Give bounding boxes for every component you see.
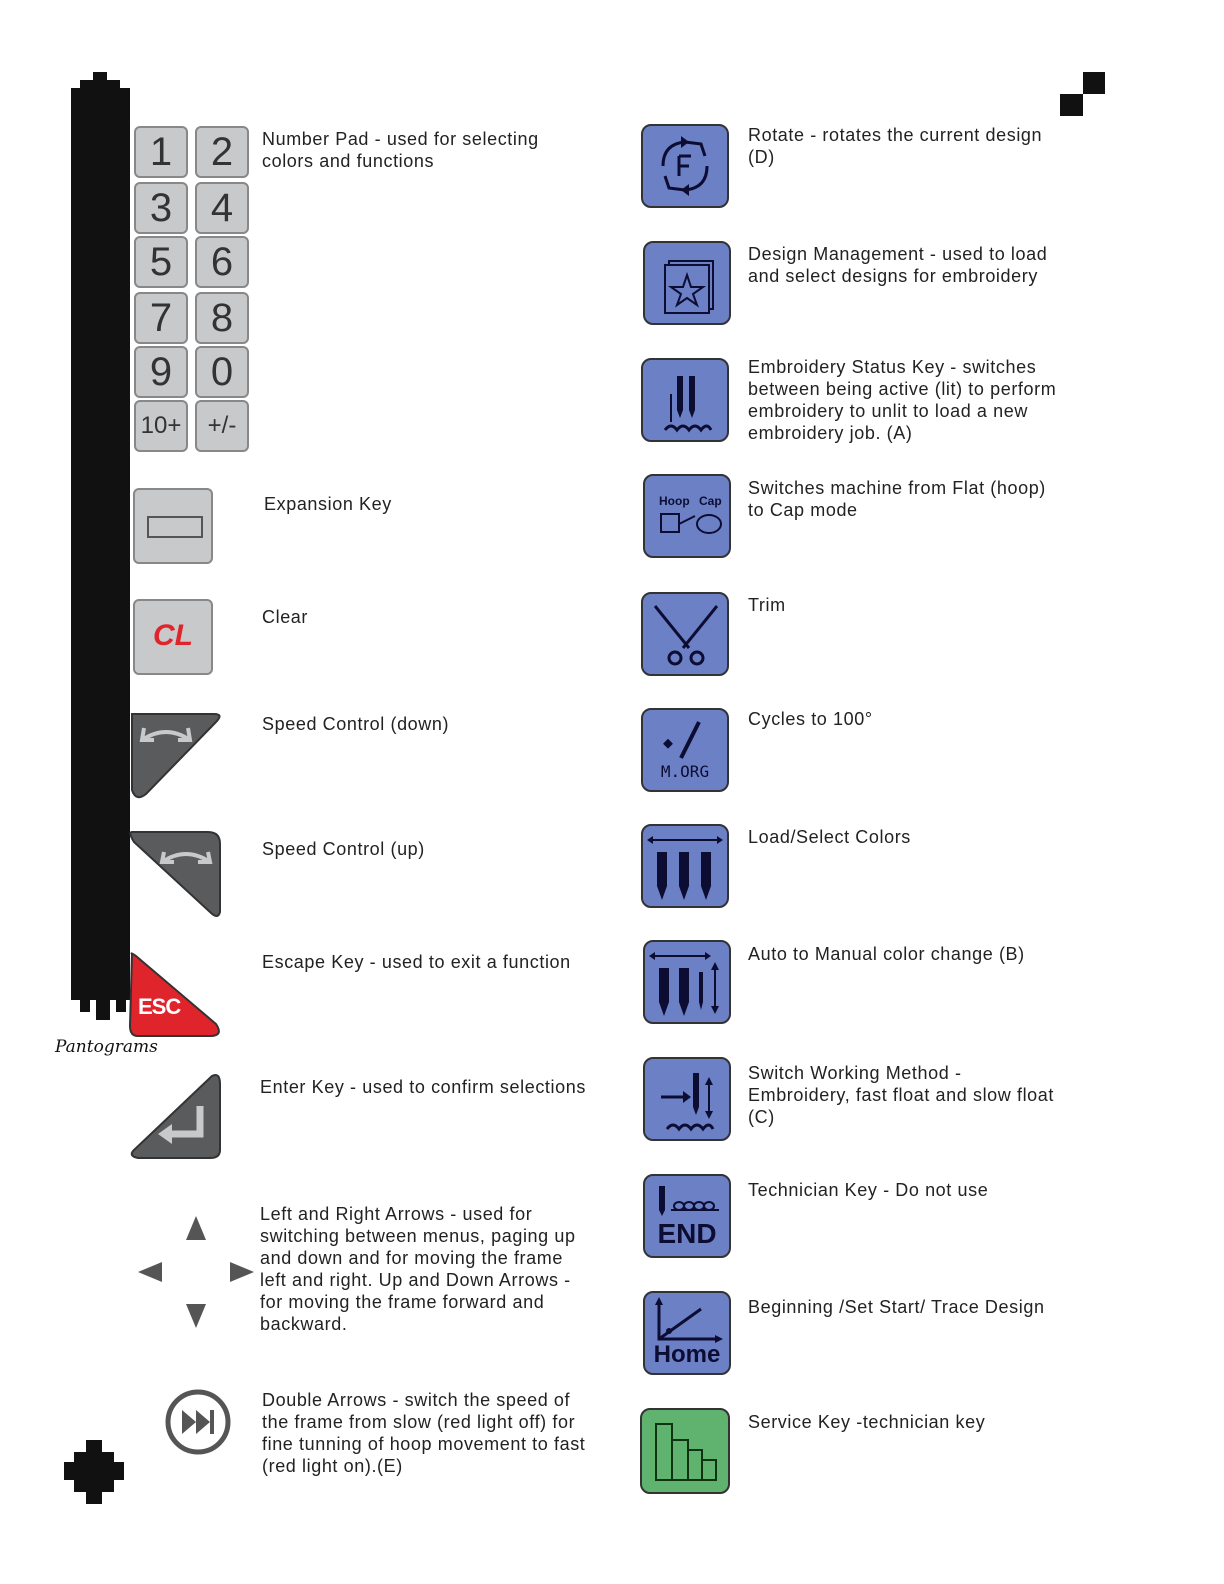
- design-management-key[interactable]: [643, 241, 731, 325]
- needle-status-icon: [643, 360, 727, 440]
- technician-key[interactable]: [643, 1174, 731, 1258]
- rotate-icon: [643, 126, 727, 206]
- working-method-description: Switch Working Method - Embroidery, fast float and slow float (C): [748, 1063, 1054, 1127]
- arrow-down-icon[interactable]: [186, 1304, 206, 1328]
- load-colors-description: Load/Select Colors: [748, 827, 911, 847]
- arrows-description: Left and Right Arrows - used for switching between menus, paging up and down and for moving the frame left and right. Up and Down Arrows - for moving the frame forward and backward.: [260, 1204, 576, 1334]
- rotate-description: Rotate - rotates the current design (D): [748, 125, 1043, 167]
- clear-key[interactable]: [133, 599, 213, 675]
- technician-description: Technician Key - Do not use: [748, 1180, 989, 1200]
- enter-key[interactable]: [128, 1072, 224, 1160]
- morg-label: M.ORG: [660, 762, 710, 781]
- cycles-key[interactable]: [641, 708, 729, 792]
- expansion-description: Expansion Key: [264, 494, 392, 514]
- key-3[interactable]: 3: [134, 182, 188, 234]
- clear-description: Clear: [262, 607, 309, 627]
- clear-key-label: CL: [153, 619, 193, 652]
- key-plus-minus[interactable]: +/-: [195, 400, 249, 452]
- arrow-keys: [136, 1214, 258, 1332]
- rotate-key[interactable]: [641, 124, 729, 208]
- key-5[interactable]: 5: [134, 236, 188, 288]
- hoop-cap-description: Switches machine from Flat (hoop) to Cap mode: [748, 478, 1046, 520]
- embroidery-status-description: Embroidery Status Key - switches between being active (lit) to perform embroidery to unlit to load a new embroidery job. (A): [748, 357, 1057, 443]
- double-arrows-description: Double Arrows - switch the speed of the frame from slow (red light off) for fine tunning of hoop movement to fast (red light on).(E): [262, 1390, 586, 1476]
- hoop-cap-key[interactable]: [643, 474, 731, 558]
- beginning-description: Beginning /Set Start/ Trace Design: [748, 1297, 1045, 1317]
- home-label: Home: [653, 1341, 721, 1368]
- escape-description: Escape Key - used to exit a function: [262, 952, 571, 972]
- arrow-left-icon[interactable]: [138, 1262, 162, 1282]
- key-7[interactable]: 7: [134, 292, 188, 344]
- beginning-key[interactable]: [643, 1291, 731, 1375]
- load-colors-key[interactable]: [641, 824, 729, 908]
- key-2[interactable]: 2: [195, 126, 249, 178]
- arrow-right-icon[interactable]: [230, 1262, 254, 1282]
- speed-up-key[interactable]: [128, 828, 224, 920]
- service-description: Service Key -technician key: [748, 1412, 986, 1432]
- arrow-up-icon[interactable]: [186, 1216, 206, 1240]
- service-key[interactable]: [640, 1408, 730, 1494]
- key-4[interactable]: 4: [195, 182, 249, 234]
- speed-down-description: Speed Control (down): [262, 714, 450, 734]
- key-1[interactable]: 1: [134, 126, 188, 178]
- embroidery-status-key[interactable]: [641, 358, 729, 442]
- trim-key[interactable]: [641, 592, 729, 676]
- brand-logo: Pantograms: [55, 1037, 158, 1057]
- number-pad-description: Number Pad - used for selecting colors and functions: [262, 129, 539, 171]
- hoop-label: Hoop: [659, 494, 690, 508]
- bar-chart-icon: [642, 1410, 728, 1492]
- key-0[interactable]: 0: [195, 346, 249, 398]
- star-book-icon: [645, 243, 729, 323]
- auto-manual-key[interactable]: [643, 940, 731, 1024]
- end-label: END: [657, 1218, 717, 1249]
- expansion-key[interactable]: [133, 488, 213, 564]
- double-arrows-key[interactable]: [164, 1388, 234, 1458]
- three-needles-icon: [643, 826, 727, 906]
- key-10-plus[interactable]: 10+: [134, 400, 188, 452]
- auto-manual-icon: [645, 942, 729, 1022]
- enter-description: Enter Key - used to confirm selections: [260, 1077, 586, 1097]
- cap-label: Cap: [699, 494, 722, 508]
- key-8[interactable]: 8: [195, 292, 249, 344]
- key-6[interactable]: 6: [195, 236, 249, 288]
- speed-up-description: Speed Control (up): [262, 839, 425, 859]
- cycles-description: Cycles to 100°: [748, 709, 873, 729]
- design-management-description: Design Management - used to load and select designs for embroidery: [748, 244, 1048, 286]
- working-method-key[interactable]: [643, 1057, 731, 1141]
- key-9[interactable]: 9: [134, 346, 188, 398]
- working-method-icon: [645, 1059, 729, 1139]
- escape-key-label: ESC: [138, 994, 181, 1019]
- hoop-cap-icon: [645, 476, 729, 556]
- decorative-sidebar-bar: [71, 95, 130, 1000]
- trim-description: Trim: [748, 595, 786, 615]
- scissors-icon: [643, 594, 727, 674]
- auto-manual-description: Auto to Manual color change (B): [748, 944, 1025, 964]
- speed-down-key[interactable]: [128, 710, 224, 800]
